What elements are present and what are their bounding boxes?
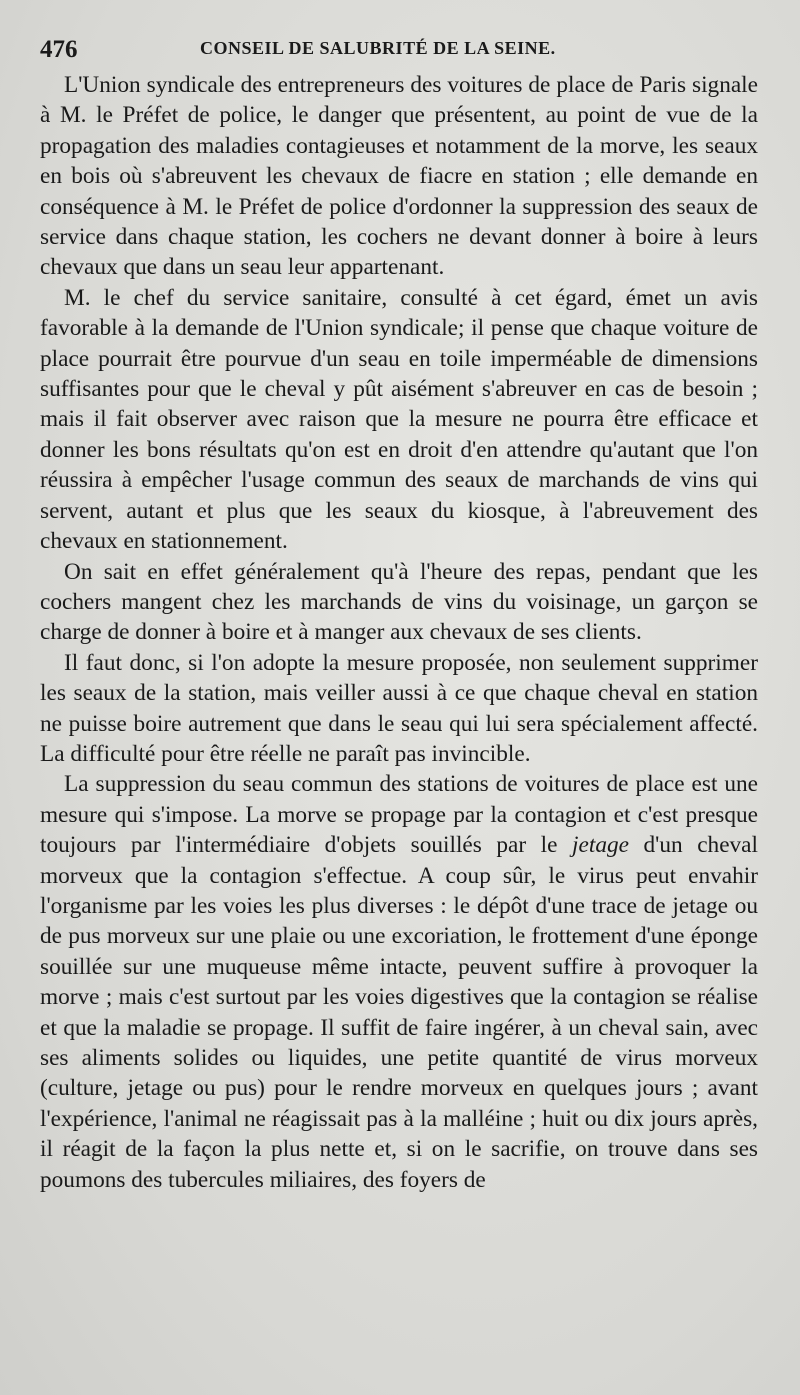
paragraph-chef-service-sanitaire: M. le chef du service sanitaire, consulté à cet égard, émet un avis favorable à la demande de l'Union syndicale; il pense que chaque voiture de place pourrait être pourvue d'un seau en toile imperméable de dimensions suffisantes pour que le cheval y pût aisément s'abreuver en cas de besoin ; mais il fait observer avec raison que la mesure ne pourra être efficace et donner les bons résultats qu'on est en droit d'en attendre qu'autant que l'on réussira à empêcher l'usage commun des seaux de marchands de vins qui servent, autant et plus que les seaux du kiosque, à l'abreuvement des chevaux en stationnement. [40,284,758,555]
italic-term-jetage: jetage [572,832,629,859]
running-head: CONSEIL DE SALUBRITÉ DE LA SEINE. [200,38,556,58]
page-header [40,30,758,70]
paragraph-text-part1: La suppression du seau commun des stations de voitures de place est une mesure qui s'impose. La morve se propage par la contagion et c'est presque toujours par l'intermédiaire d'objets souillés par le [40,771,758,859]
paragraph-union-syndicale: L'Union syndicale des entrepreneurs des voitures de place de Paris signale à M. le Préfet de police, le danger que présentent, au point de vue de la propagation des maladies contagieuses et notamment de la morve, les seaux en bois où s'abreuvent les chevaux de fiacre en station ; elle demande en conséquence à M. le Préfet de police d'ordonner la suppression des seaux de service dans chaque station, les cochers ne devant donner à boire à leurs chevaux que dans un seau leur appartenant. [40,72,758,281]
body-text [40,70,758,1195]
paragraph-text-part2: d'un cheval morveux que la contagion s'effectue. A coup sûr, le virus peut envahir l'organisme par les voies les plus diverses : le dépôt d'une trace de jetage ou de pus morveux sur une plaie ou une excoriation, le frottement d'une éponge souillée sur une muqueuse même intacte, peuvent suffire à provoquer la morve ; mais c'est surtout par les voies digestives que la contagion se réalise et que la maladie se propage. Il suffit de faire ingérer, à un cheval sain, avec ses aliments solides ou liquides, une petite quantité de virus morveux (culture, jetage ou pus) pour le rendre morveux en quelques jours ; avant l'expérience, l'animal ne réagissait pas à la malléine ; huit ou dix jours après, il réagit de la façon la plus nette et, si on le sacrifie, on trouve dans ses poumons des tubercules miliaires, des foyers de [40,832,758,1193]
paragraph-mesure-proposee: Il faut donc, si l'on adopte la mesure proposée, non seulement supprimer les seaux de la station, mais veiller aussi à ce que chaque cheval en station ne puisse boire autrement que dans le seau qui lui sera spécialement affecté. La difficulté pour être réelle ne paraît pas invincible. [40,649,758,767]
paragraph-suppression-seau-commun [40,769,758,1195]
page-number: 476 [40,36,78,63]
paragraph-heure-des-repas: On sait en effet généralement qu'à l'heure des repas, pendant que les cochers mangent chez les marchands de vins du voisinage, un garçon se charge de donner à boire et à manger aux chevaux de ses clients. [40,558,758,646]
